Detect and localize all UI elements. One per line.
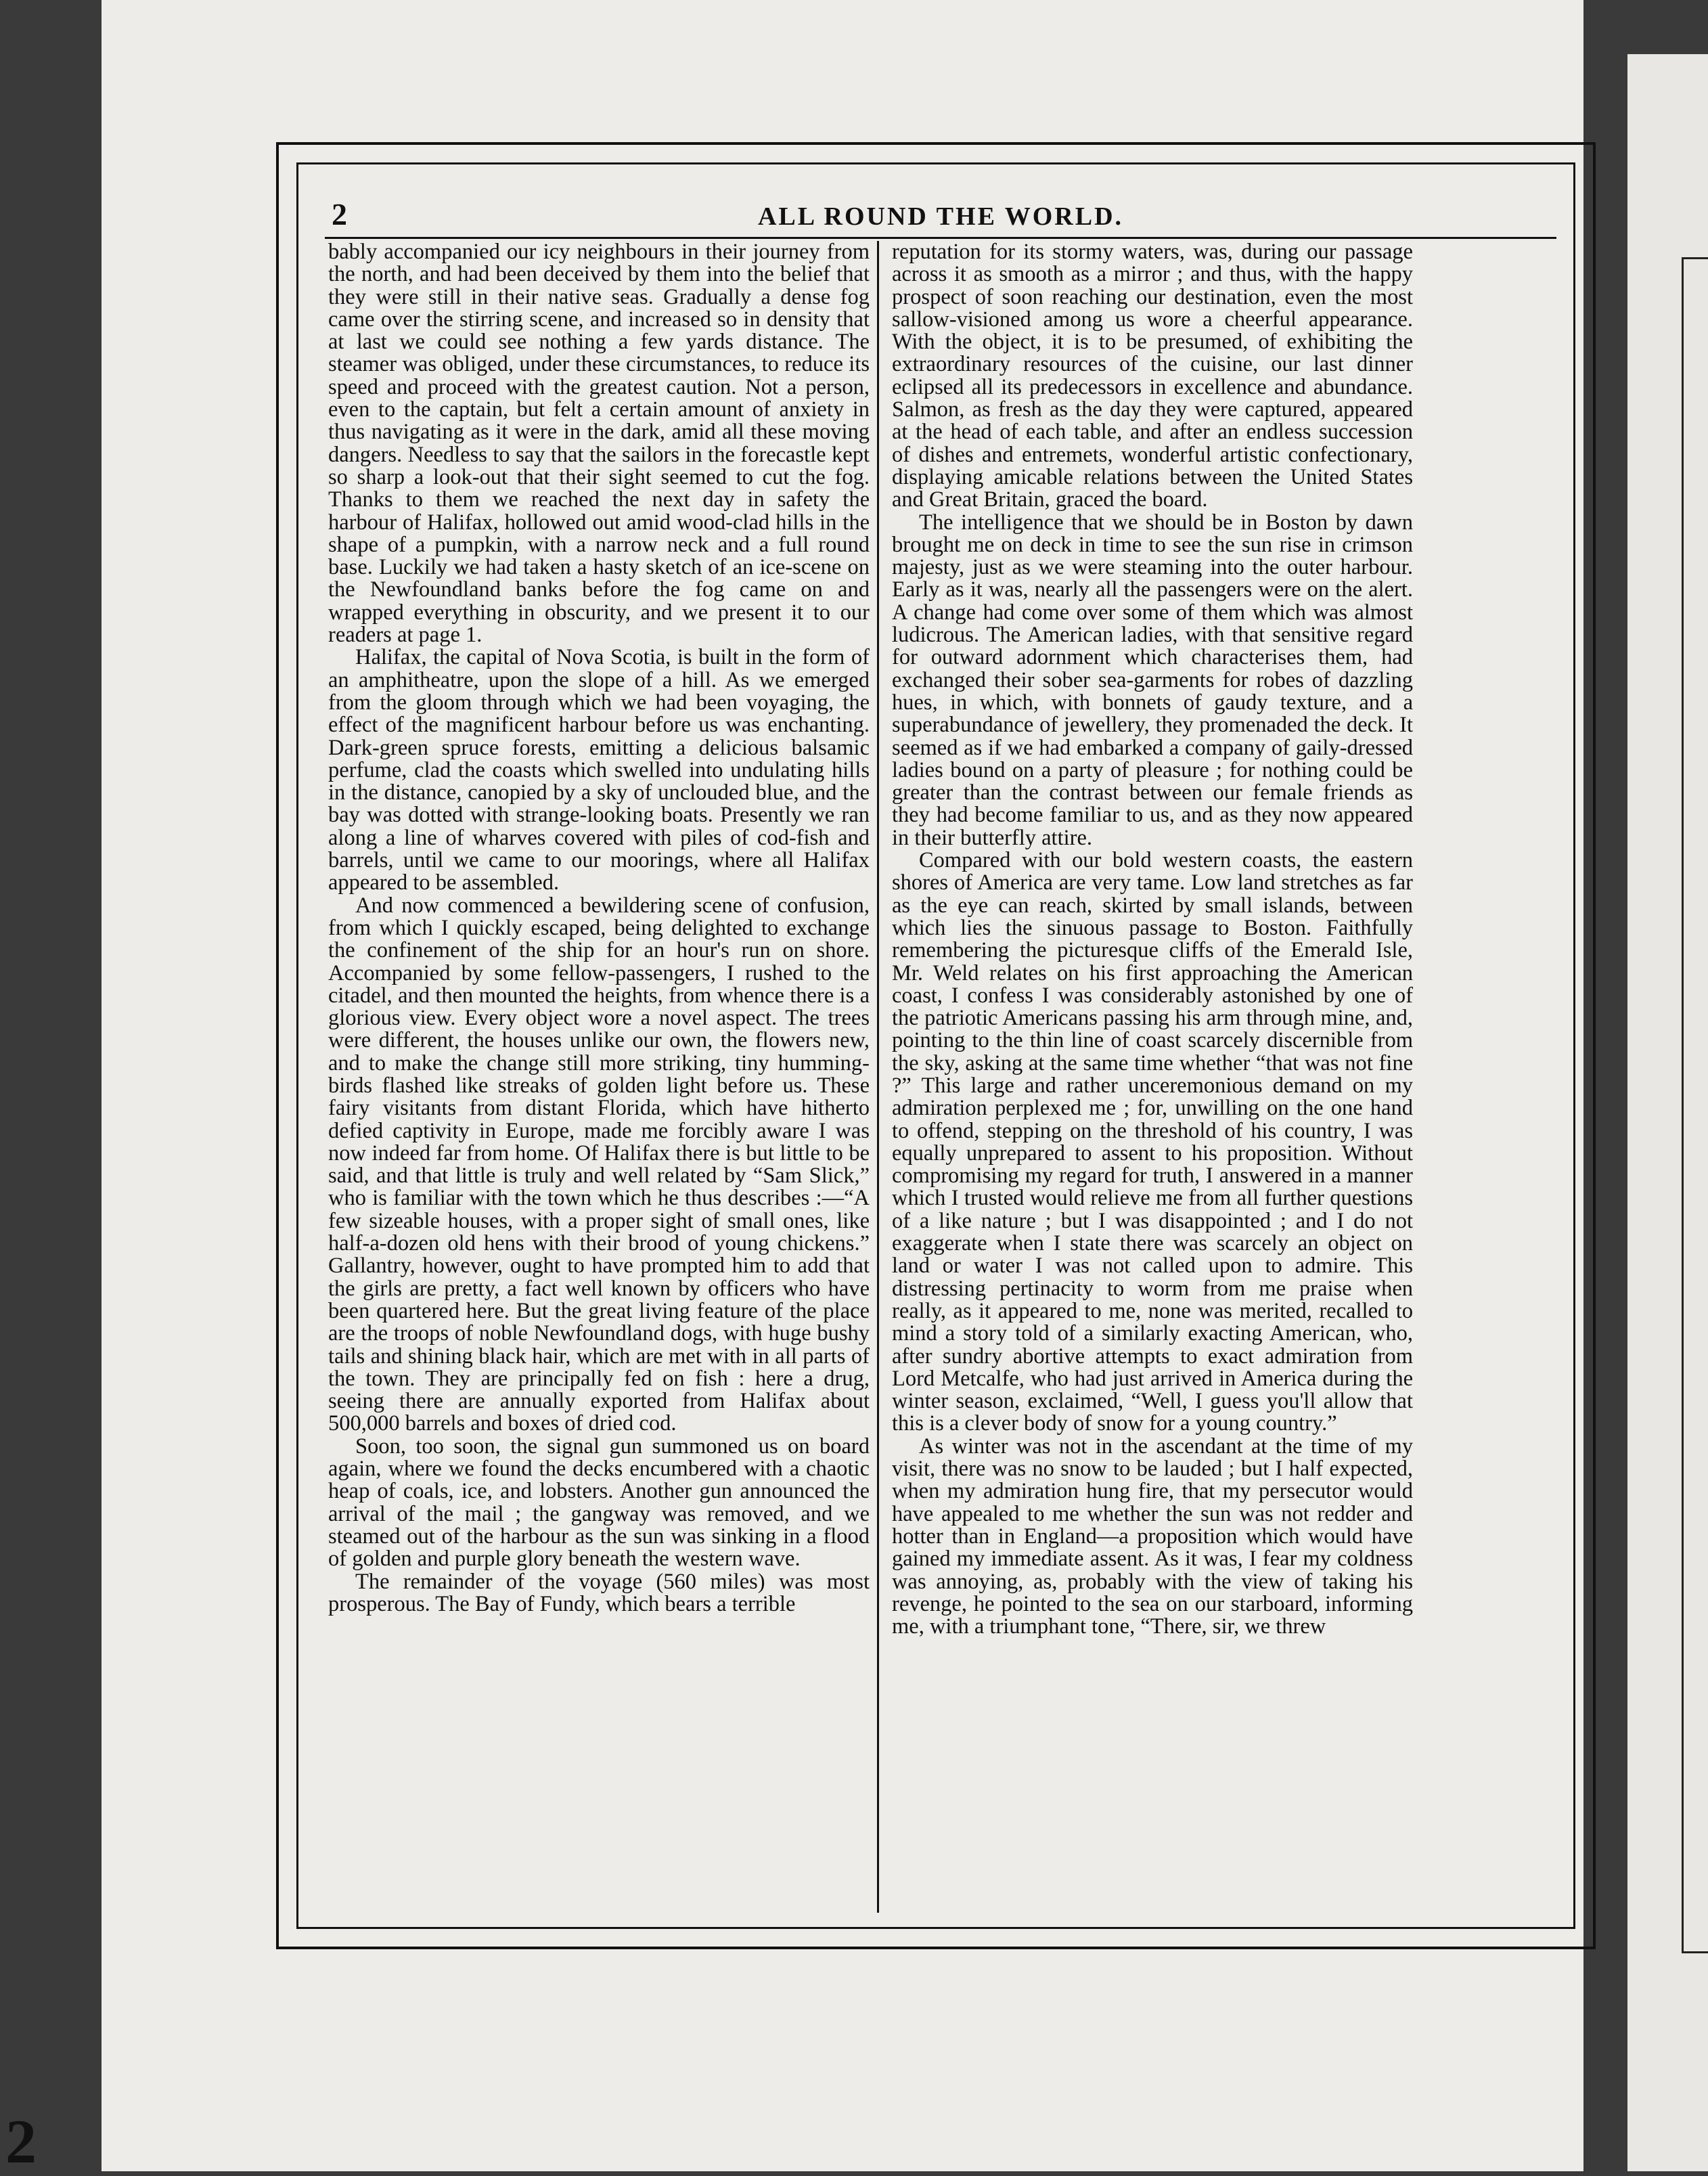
corner-page-mark: 2: [5, 2107, 37, 2176]
paragraph: As winter was not in the ascendant at the time of my visit, there was no snow to be lauded ; but I half expected, when my admiration hung fire, that my persecutor would have appealed to me whether the sun was not redder and hotter than in England—a proposition which would have gained my immediate assent. As it was, I fear my coldness was annoying, as, probably with the view of taking his revenge, he pointed to the sea on our starboard, informing me, with a triumphant tone, “There, sir, we threw: [892, 1434, 1413, 1639]
paragraph: And now commenced a bewildering scene of confusion, from which I quickly escaped, being delighted to exchange the confinement of the ship for an hour's run on shore. Accompanied by some fellow-passengers, I rushed to the citadel, and then mounted the heights, from whence there is a glorious view. Every object wore a novel aspect. The trees were different, the houses unlike our own, the flowers new, and to make the change still more striking, tiny humming-birds flashed like streaks of golden light before us. These fairy visitants from distant Florida, which have hitherto defied captivity in Europe, made me forcibly aware I was now indeed far from home. Of Halifax there is but little to be said, and that little is truly and well related by “Sam Slick,” who is familiar with the town which he thus describes :—“A few sizeable houses, with a proper sight of small ones, like half-a-dozen old hens with their brood of young chickens.” Gallantry, however, ought to have prompted him to add that the girls are pretty, a fact well known by officers who have been quartered here. But the great living feature of the place are the troops of noble Newfoundland dogs, with huge bushy tails and shining black hair, which are met with in all parts of the town. They are principally fed on fish : here a drug, seeing there are annually exported from Halifax about 500,000 barrels and boxes of dried cod.: [328, 893, 870, 1436]
left-column: [328, 241, 870, 1919]
page-number: 2: [332, 197, 347, 231]
right-column: [892, 241, 1413, 1919]
paragraph: The remainder of the voyage (560 miles) was most prosperous. The Bay of Fundy, which bears a terrible: [328, 1569, 870, 1616]
page-header: [325, 196, 1556, 237]
paragraph: reputation for its stormy waters, was, during our passage across it as smooth as a mirror ; and thus, with the happy prospect of soon reaching our destination, even the most sallow-visioned among us wore a cheerful appearance. With the object, it is to be presumed, of exhibiting the extraordinary resources of the cuisine, our last dinner eclipsed all its predecessors in excellence and abundance. Salmon, as fresh as the day they were captured, appeared at the head of each table, and after an endless succession of dishes and entremets, wonderful artistic confectionary, displaying amicable relations between the United States and Great Britain, graced the board.: [892, 241, 1413, 512]
column-divider: [877, 241, 879, 1913]
running-title: ALL ROUND THE WORLD.: [757, 202, 1124, 231]
paragraph: The intelligence that we should be in Boston by dawn brought me on deck in time to see the sun rise in crimson majesty, just as we were steaming into the outer harbour. Early as it was, nearly all the passengers were on the alert. A change had come over some of them which was almost ludicrous. The American ladies, with that sensitive regard for outward adornment which characterises them, had exchanged their sober sea-garments for robes of dazzling hues, in which, with bonnets of gaudy texture, and a superabundance of jewellery, they promenaded the deck. It seemed as if we had embarked a company of gaily-dressed ladies bound on a party of pleasure ; for nothing could be greater than the contrast between our female friends as they had become familiar to us, and as they now appeared in their butterfly attire.: [892, 510, 1413, 850]
adjacent-page-edge: [1627, 54, 1708, 2171]
paragraph: Soon, too soon, the signal gun summoned us on board again, where we found the decks encumbered with a chaotic heap of coals, ice, and lobsters. Another gun announced the arrival of the mail ; the gangway was removed, and we steamed out of the harbour as the sun was sinking in a flood of golden and purple glory beneath the western wave.: [328, 1434, 870, 1572]
header-rule: [325, 237, 1556, 239]
paragraph: Compared with our bold western coasts, the eastern shores of America are very tame. Low land stretches as far as the eye can reach, skirted by small islands, between which lies the sinuous passage to Boston. Faithfully remembering the picturesque cliffs of the Emerald Isle, Mr. Weld relates on his first approaching the American coast, I confess I was considerably astonished by one of the patriotic Americans passing his arm through mine, and, pointing to the thin line of coast scarcely discernible from the sky, asking at the same time whether “that was not fine ?” This large and rather unceremonious demand on my admiration perplexed me ; for, unwilling on the one hand to offend, stepping on the threshold of his country, I was equally unprepared to assent to his proposition. Without compromising my regard for truth, I answered in a manner which I trusted would relieve me from all further questions of a like nature ; but I was disappointed ; and I do not exaggerate when I state there was scarcely an object on land or water I was not called upon to admire. This distressing pertinacity to worm from me praise when really, as it appeared to me, none was merited, recalled to mind a story told of a similarly exacting American, who, after sundry abortive attempts to exact admiration from Lord Metcalfe, who had just arrived in America during the winter season, exclaimed, “Well, I guess you'll allow that this is a clever body of snow for a young country.”: [892, 848, 1413, 1436]
paragraph: bably accompanied our icy neighbours in their journey from the north, and had been deceived by them into the belief that they were still in their native seas. Gradually a dense fog came over the stirring scene, and increased so in density that at last we could see nothing a few yards distance. The steamer was obliged, under these circumstances, to reduce its speed and proceed with the greatest caution. Not a person, even to the captain, but felt a certain amount of anxiety in thus navigating as it were in the dark, amid all these moving dangers. Needless to say that the sailors in the forecastle kept so sharp a look-out that their sight seemed to cut the fog. Thanks to them we reached the next day in safety the harbour of Halifax, hollowed out amid wood-clad hills in the shape of a pumpkin, with a narrow neck and a full round base. Luckily we had taken a hasty sketch of an ice-scene on the Newfoundland banks before the fog came on and wrapped everything in obscurity, and we present it to our readers at page 1.: [328, 241, 870, 648]
paragraph: Halifax, the capital of Nova Scotia, is built in the form of an amphitheatre, upon the slope of a hill. As we emerged from the gloom through which we had been voyaging, the effect of the magnificent harbour before us was enchanting. Dark-green spruce forests, emitting a delicious balsamic perfume, clad the coasts which swelled into undulating hills in the distance, canopied by a sky of unclouded blue, and the bay was dotted with strange-looking boats. Presently we ran along a line of wharves covered with piles of cod-fish and barrels, until we came to our moorings, where all Halifax appeared to be assembled.: [328, 645, 870, 895]
adjacent-page-frame: [1682, 257, 1708, 1953]
